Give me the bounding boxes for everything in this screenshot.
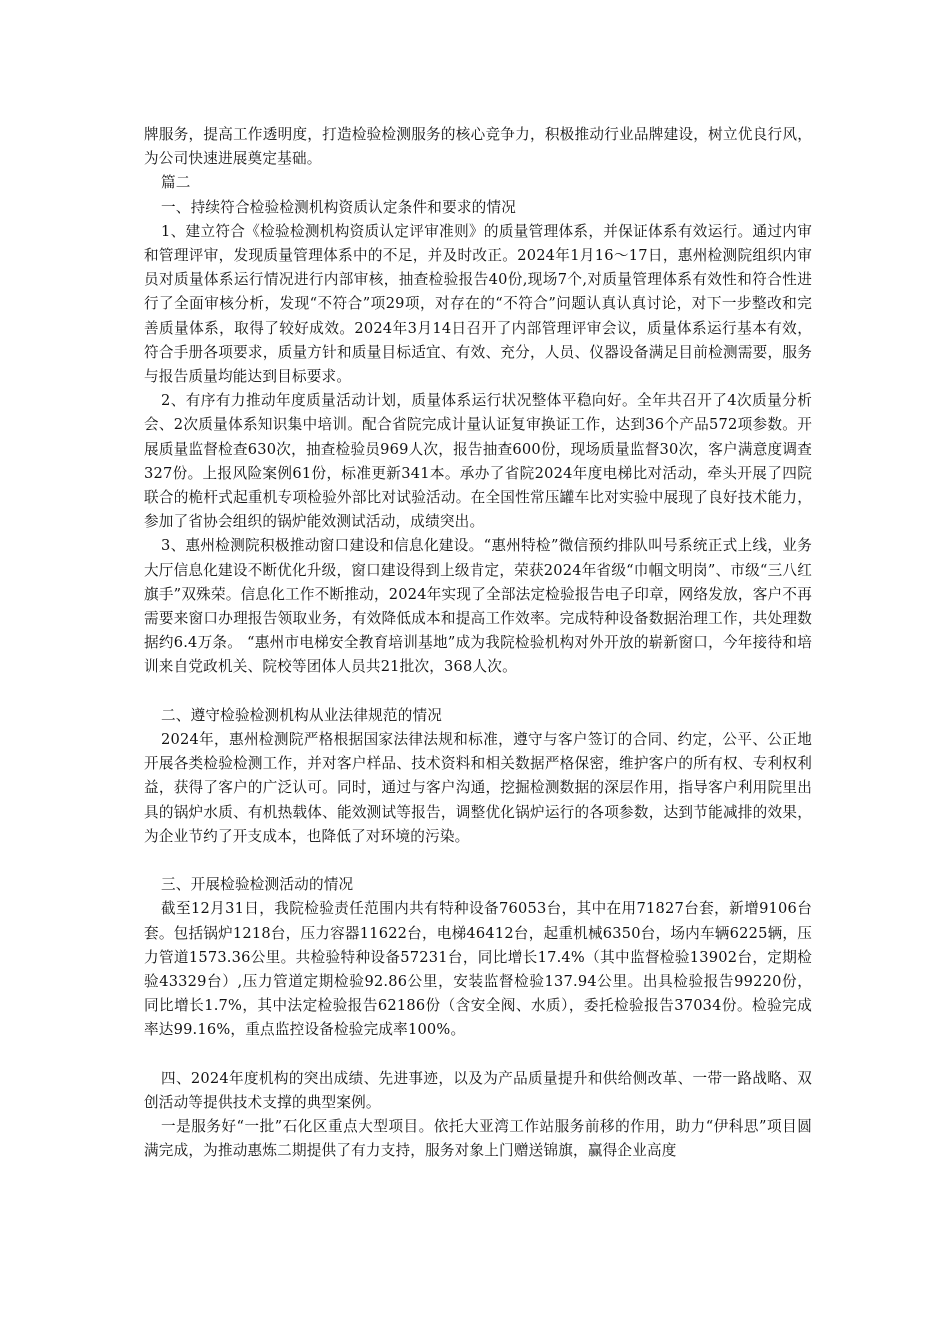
section-1-paragraph-3: 3、惠州检测院积极推动窗口建设和信息化建设。“惠州特检”微信预约排队叫号系统正式上线，业务大厅信息化建设不断优化升级，窗口建设得到上级肯定，荣获2024年省级“巾帼文明岗”、市级“三八红旗手”双殊荣。信息化工作不断推动，2024年实现了全部法定检验报告电子印章，网络发放，客户不再需要来窗口办理报告领取业务，有效降低成本和提高工作效率。完成特种设备数据治理工作，共处理数据约6.4万条。 “惠州市电梯安全教育培训基地”成为我院检验机构对外开放的崭新窗口，今年接待和培训来自党政机关、院校等团体人员共21批次，368人次。 (144, 537, 812, 676)
document-page (144, 123, 812, 1164)
part-label: 篇二 (161, 174, 191, 192)
section-4-heading: 四、2024年度机构的突出成绩、先进事迹，以及为产品质量提升和供给侧改革、一带一路战略、双创活动等提供技术支撑的典型案例。 (144, 1069, 812, 1112)
section-2-paragraph-1: 2024年，惠州检测院严格根据国家法律法规和标准，遵守与客户签订的合同、约定，公平、公正地开展各类检验检测工作，并对客户样品、技术资料和相关数据严格保密，维护客户的所有权、专利权利益，获得了客户的广泛认可。同时，通过与客户沟通，挖掘检测数据的深层作用，指导客户利用院里出具的锅炉水质、有机热载体、能效测试等报告，调整优化锅炉运行的各项参数，达到节能减排的效果，为企业节约了开支成本，也降低了对环境的污染。 (144, 731, 812, 845)
section-4-paragraph-1: 一是服务好“一批”石化区重点大型项目。依托大亚湾工作站服务前移的作用，助力“伊科思”项目圆满完成，为推动惠炼二期提供了有力支持，服务对象上门赠送锦旗，赢得企业高度 (144, 1118, 812, 1160)
section-1-paragraph-2: 2、有序有力推动年度质量活动计划，质量体系运行状况整体平稳向好。全年共召开了4次质量分析会、2次质量体系知识集中培训。配合省院完成计量认证复审换证工作，达到36个产品572项参数。开展质量监督检查630次，抽查检验员969人次，报告抽查600份，现场质量监督30次，客户满意度调查327份。上报风险案例61份，标准更新341本。承办了省院2024年度电梯比对活动，牵头开展了四院联合的桅杆式起重机专项检验外部比对试验活动。在全国性常压罐车比对实验中展现了良好技术能力，参加了省协会组织的锅炉能效测试活动，成绩突出。 (144, 392, 812, 531)
section-3-heading: 三、开展检验检测活动的情况 (161, 876, 354, 894)
spacer (144, 849, 812, 873)
intro-paragraph-tail: 牌服务，提高工作透明度，打造检验检测服务的核心竞争力，积极推动行业品牌建设，树立优良行风，为公司快速进展奠定基础。 (144, 126, 812, 168)
spacer (144, 680, 812, 704)
spacer (144, 1043, 812, 1067)
section-2-heading: 二、遵守检验检测机构从业法律规范的情况 (161, 706, 443, 724)
section-3-paragraph-1: 截至12月31日，我院检验责任范围内共有特种设备76053台，其中在用71827台套，新增9106台套。包括锅炉1218台，压力容器11622台，电梯46412台，起重机械6350台，场内车辆6225辆，压力管道1573.36公里。共检验特种设备57231台，同比增长17.4%（其中监督检验13902台，定期检验43329台）,压力管道定期检验92.86公里，安装监督检验137.94公里。出具检验报告99220份，同比增长1.7%，其中法定检验报告62186份（含安全阀、水质），委托检验报告37034份。检验完成率达99.16%，重点监控设备检验完成率100%。 (144, 900, 812, 1039)
section-1-heading: 一、持续符合检验检测机构资质认定条件和要求的情况 (161, 198, 517, 216)
section-1-paragraph-1: 1、建立符合《检验检测机构资质认定评审准则》的质量管理体系，并保证体系有效运行。通过内审和管理评审，发现质量管理体系中的不足，并及时改正。2024年1月16～17日，惠州检测院组织内审员对质量体系运行情况进行内部审核，抽查检验报告40份,现场7个,对质量管理体系有效性和符合性进行了全面审核分析，发现“不符合”项29项，对存在的“不符合”问题认真认真讨论，对下一步整改和完善质量体系，取得了较好成效。2024年3月14日召开了内部管理评审会议，质量体系运行基本有效，符合手册各项要求，质量方针和质量目标适宜、有效、充分，人员、仪器设备满足目前检测需要，服务与报告质量均能达到目标要求。 (144, 222, 812, 386)
